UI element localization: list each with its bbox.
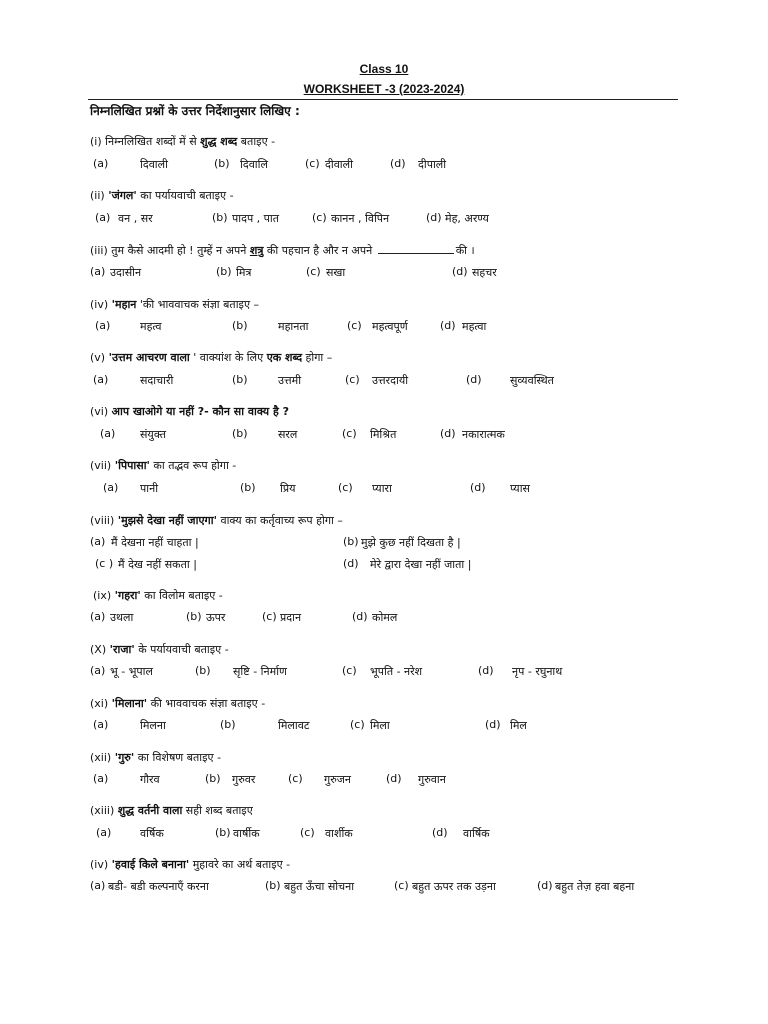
option-text: नकारात्मक [462,428,505,441]
option-text: प्यारा [372,482,392,495]
option-text: भूपति - नरेश [370,665,423,678]
option-text: उदासीन [110,266,142,279]
question-text: वाक्य का कर्तृवाच्य रूप होगा – [216,514,343,527]
question-14 [90,857,290,872]
question-1 [90,134,275,149]
option-label: (a) [90,610,106,623]
option-text: मिल [510,719,527,732]
question-text: (viii) [90,514,118,527]
question-10 [90,642,229,657]
option-text: महत्वपूर्ण [372,320,408,333]
option-label: (a) [93,373,109,386]
option-label: (d) [452,265,468,278]
question-keyword: शुद्ध शब्द [200,135,238,148]
question-keyword: 'गुरु' [114,751,135,764]
question-text: की पहचान है और न अपने [263,244,373,257]
option-label: (b) [216,265,232,278]
option-text: बहुत तेज़ हवा बहना [555,880,635,893]
question-text: (ii) [90,189,109,202]
option-label: (b) [214,157,230,170]
question-2 [90,188,234,203]
option-label: (a) [100,427,116,440]
option-text: संयुक्त [140,428,166,441]
option-label: (d) [537,879,553,892]
worksheet-title: WORKSHEET -3 (2023-2024) [303,82,465,96]
question-text: का तद्भव रूप होगा - [149,459,237,472]
question-text: का विलोम बताइए - [140,589,223,602]
option-label: (c) [345,373,360,386]
option-label: (b) [232,427,248,440]
question-text: (iv) [90,298,112,311]
option-text: सृष्टि - निर्माण [233,665,288,678]
option-text: वर्षिक [140,827,164,840]
option-label: (c) [338,481,353,494]
question-keyword: 'जंगल' [108,189,137,202]
option-text: पानी [140,482,159,495]
option-text: मुझे कुछ नहीं दिखता है | [361,536,461,549]
option-label: (b) [215,826,231,839]
option-label: (d) [478,664,494,677]
option-label: (c) [262,610,277,623]
option-text: गुरुजन [324,773,352,786]
option-text: मिला [370,719,390,732]
option-label: (d) [432,826,448,839]
option-text: प्यास [510,482,530,495]
option-label: (a) [93,157,109,170]
option-text: सरल [278,428,298,441]
question-keyword: 'मिलाना' [111,697,148,710]
question-text: मुहावरे का अर्थ बताइए - [189,858,291,871]
instruction-text: निम्नलिखित प्रश्नों के उत्तर निर्देशानुसार लिखिए : [90,104,300,118]
option-text: वार्शीक [325,827,353,840]
question-keyword: 'महान [111,298,137,311]
question-text: (i) निम्नलिखित शब्दों में से [90,135,201,148]
question-6 [90,404,289,419]
option-text: वार्षीक [233,827,260,840]
option-text: मिलना [140,719,166,732]
question-text: (vi) [90,405,112,418]
option-label: (b) [195,664,211,677]
option-label: (b) [186,610,202,623]
question-text: (ix) [93,589,115,602]
option-text: दीवाली [325,158,353,171]
option-label: (a) [90,535,106,548]
option-text: उथला [110,611,134,624]
question-text: (X) [90,643,110,656]
question-7 [90,458,236,473]
option-text: ऊपर [206,611,226,624]
question-text: (xiii) [90,804,118,817]
question-keyword: 'पिपासा' [114,459,150,472]
option-label: (a) [90,879,106,892]
option-label: (d) [470,481,486,494]
option-label: (a) [93,772,109,785]
option-text: बडी- बडी कल्पनाएँ करना [108,880,209,893]
option-label: (c) [306,265,321,278]
option-text: पादप , पात [232,212,280,225]
question-9 [93,588,223,603]
option-label: (a) [90,265,106,278]
question-4 [90,297,259,312]
option-text: मेह, अरण्य [445,212,489,225]
question-keyword: 'मुझसे देखा नहीं जाएगा' [117,514,217,527]
option-label: (b) [343,535,359,548]
option-label: (b) [265,879,281,892]
option-label: (b) [240,481,256,494]
option-text: नृप - रघुनाथ [512,665,563,678]
question-11 [90,696,265,711]
option-label: (d) [466,373,482,386]
option-text: प्रदान [280,611,302,624]
option-text: बहुत ऊपर तक उड़ना [412,880,496,893]
question-keyword: 'उत्तम आचरण वाला [108,351,190,364]
question-keyword: 'हवाई किले बनाना' [111,858,190,871]
question-text: (vii) [90,459,115,472]
option-label: (c) [288,772,303,785]
option-text: कोमल [372,611,398,624]
question-5 [90,350,332,365]
question-keyword: शत्रु [249,244,264,257]
option-text: उत्तमी [278,374,302,387]
question-keyword: 'गहरा' [114,589,141,602]
question-keyword: शुद्ध वर्तनी वाला [117,804,183,817]
option-label: (a) [95,211,111,224]
class-title: Class 10 [359,62,409,76]
option-label: (c) [305,157,320,170]
option-text: दिवाली [140,158,168,171]
option-text: सहचर [472,266,497,279]
option-text: वार्षिक [463,827,490,840]
option-text: सदाचारी [140,374,174,387]
option-text: मेरे द्वारा देखा नहीं जाता | [370,558,472,571]
option-text: प्रिय [280,482,296,495]
option-text: गुरुवर [232,773,256,786]
question-8 [90,513,343,528]
question-text: के पर्यायवाची बताइए - [134,643,229,656]
option-label: (c) [342,427,357,440]
question-text: (xii) [90,751,115,764]
option-label: (a) [96,826,112,839]
question-text: बताइए - [237,135,276,148]
option-label: (c ) [95,557,114,570]
option-text: मिश्रित [370,428,397,441]
option-label: (d) [343,557,359,570]
question-text: सही शब्द बताइए [182,804,253,817]
option-text: महानता [278,320,309,333]
option-text: भू - भूपाल [110,665,153,678]
question-13 [90,803,253,818]
option-label: (d) [386,772,402,785]
question-keyword: आप खाओगे या नहीं ?- कौन सा वाक्य है ? [111,405,290,418]
option-text: मैं देखना नहीं चाहता | [111,536,199,549]
option-text: सुव्यवस्थित [510,374,554,387]
option-label: (b) [220,718,236,731]
question-3 [90,243,475,258]
option-text: दिवालि [240,158,268,171]
option-label: (a) [93,718,109,731]
question-text: ' वाक्यांश के लिए [189,351,267,364]
option-label: (b) [212,211,228,224]
option-text: उत्तरदायी [372,374,409,387]
question-text: की । [455,244,475,257]
question-text: का विशेषण बताइए - [134,751,222,764]
question-text: (iv) [90,858,112,871]
question-text: (v) [90,351,109,364]
option-text: महत्व [140,320,162,333]
question-text: 'की भाववाचक संज्ञा बताइए – [136,298,260,311]
fill-in-blank[interactable] [378,244,454,254]
option-label: (c) [300,826,315,839]
question-keyword: 'राजा' [109,643,135,656]
option-label: (c) [394,879,409,892]
option-text: गुरुवान [418,773,446,786]
option-label: (d) [485,718,501,731]
option-label: (d) [440,427,456,440]
option-label: (c) [342,664,357,677]
option-label: (d) [426,211,442,224]
option-text: मिलावट [278,719,310,732]
option-text: महत्वा [462,320,487,333]
option-label: (c) [312,211,327,224]
option-text: गौरव [140,773,160,786]
option-label: (a) [95,319,111,332]
option-label: (c) [347,319,362,332]
option-text: मित्र [236,266,252,279]
option-label: (b) [232,319,248,332]
question-text: होगा – [302,351,333,364]
option-text: कानन , विपिन [331,212,390,225]
option-label: (a) [103,481,119,494]
option-label: (d) [440,319,456,332]
option-label: (a) [90,664,106,677]
option-text: सखा [326,266,346,279]
question-12 [90,750,221,765]
option-text: दीपाली [418,158,447,171]
option-label: (c) [350,718,365,731]
question-keyword: एक शब्द [266,351,303,364]
question-text: का पर्यायवाची बताइए - [136,189,234,202]
option-label: (b) [232,373,248,386]
option-label: (d) [352,610,368,623]
question-text: (xi) [90,697,112,710]
header-divider [88,99,678,100]
option-text: बहुत ऊँचा सोचना [284,880,355,893]
option-text: वन , सर [118,212,153,225]
question-text: की भाववाचक संज्ञा बताइए - [147,697,266,710]
option-label: (b) [205,772,221,785]
option-label: (d) [390,157,406,170]
question-text: (iii) तुम कैसे आदमी हो ! तुम्हें न अपने [90,244,250,257]
option-text: मैं देख नहीं सकता | [118,558,197,571]
